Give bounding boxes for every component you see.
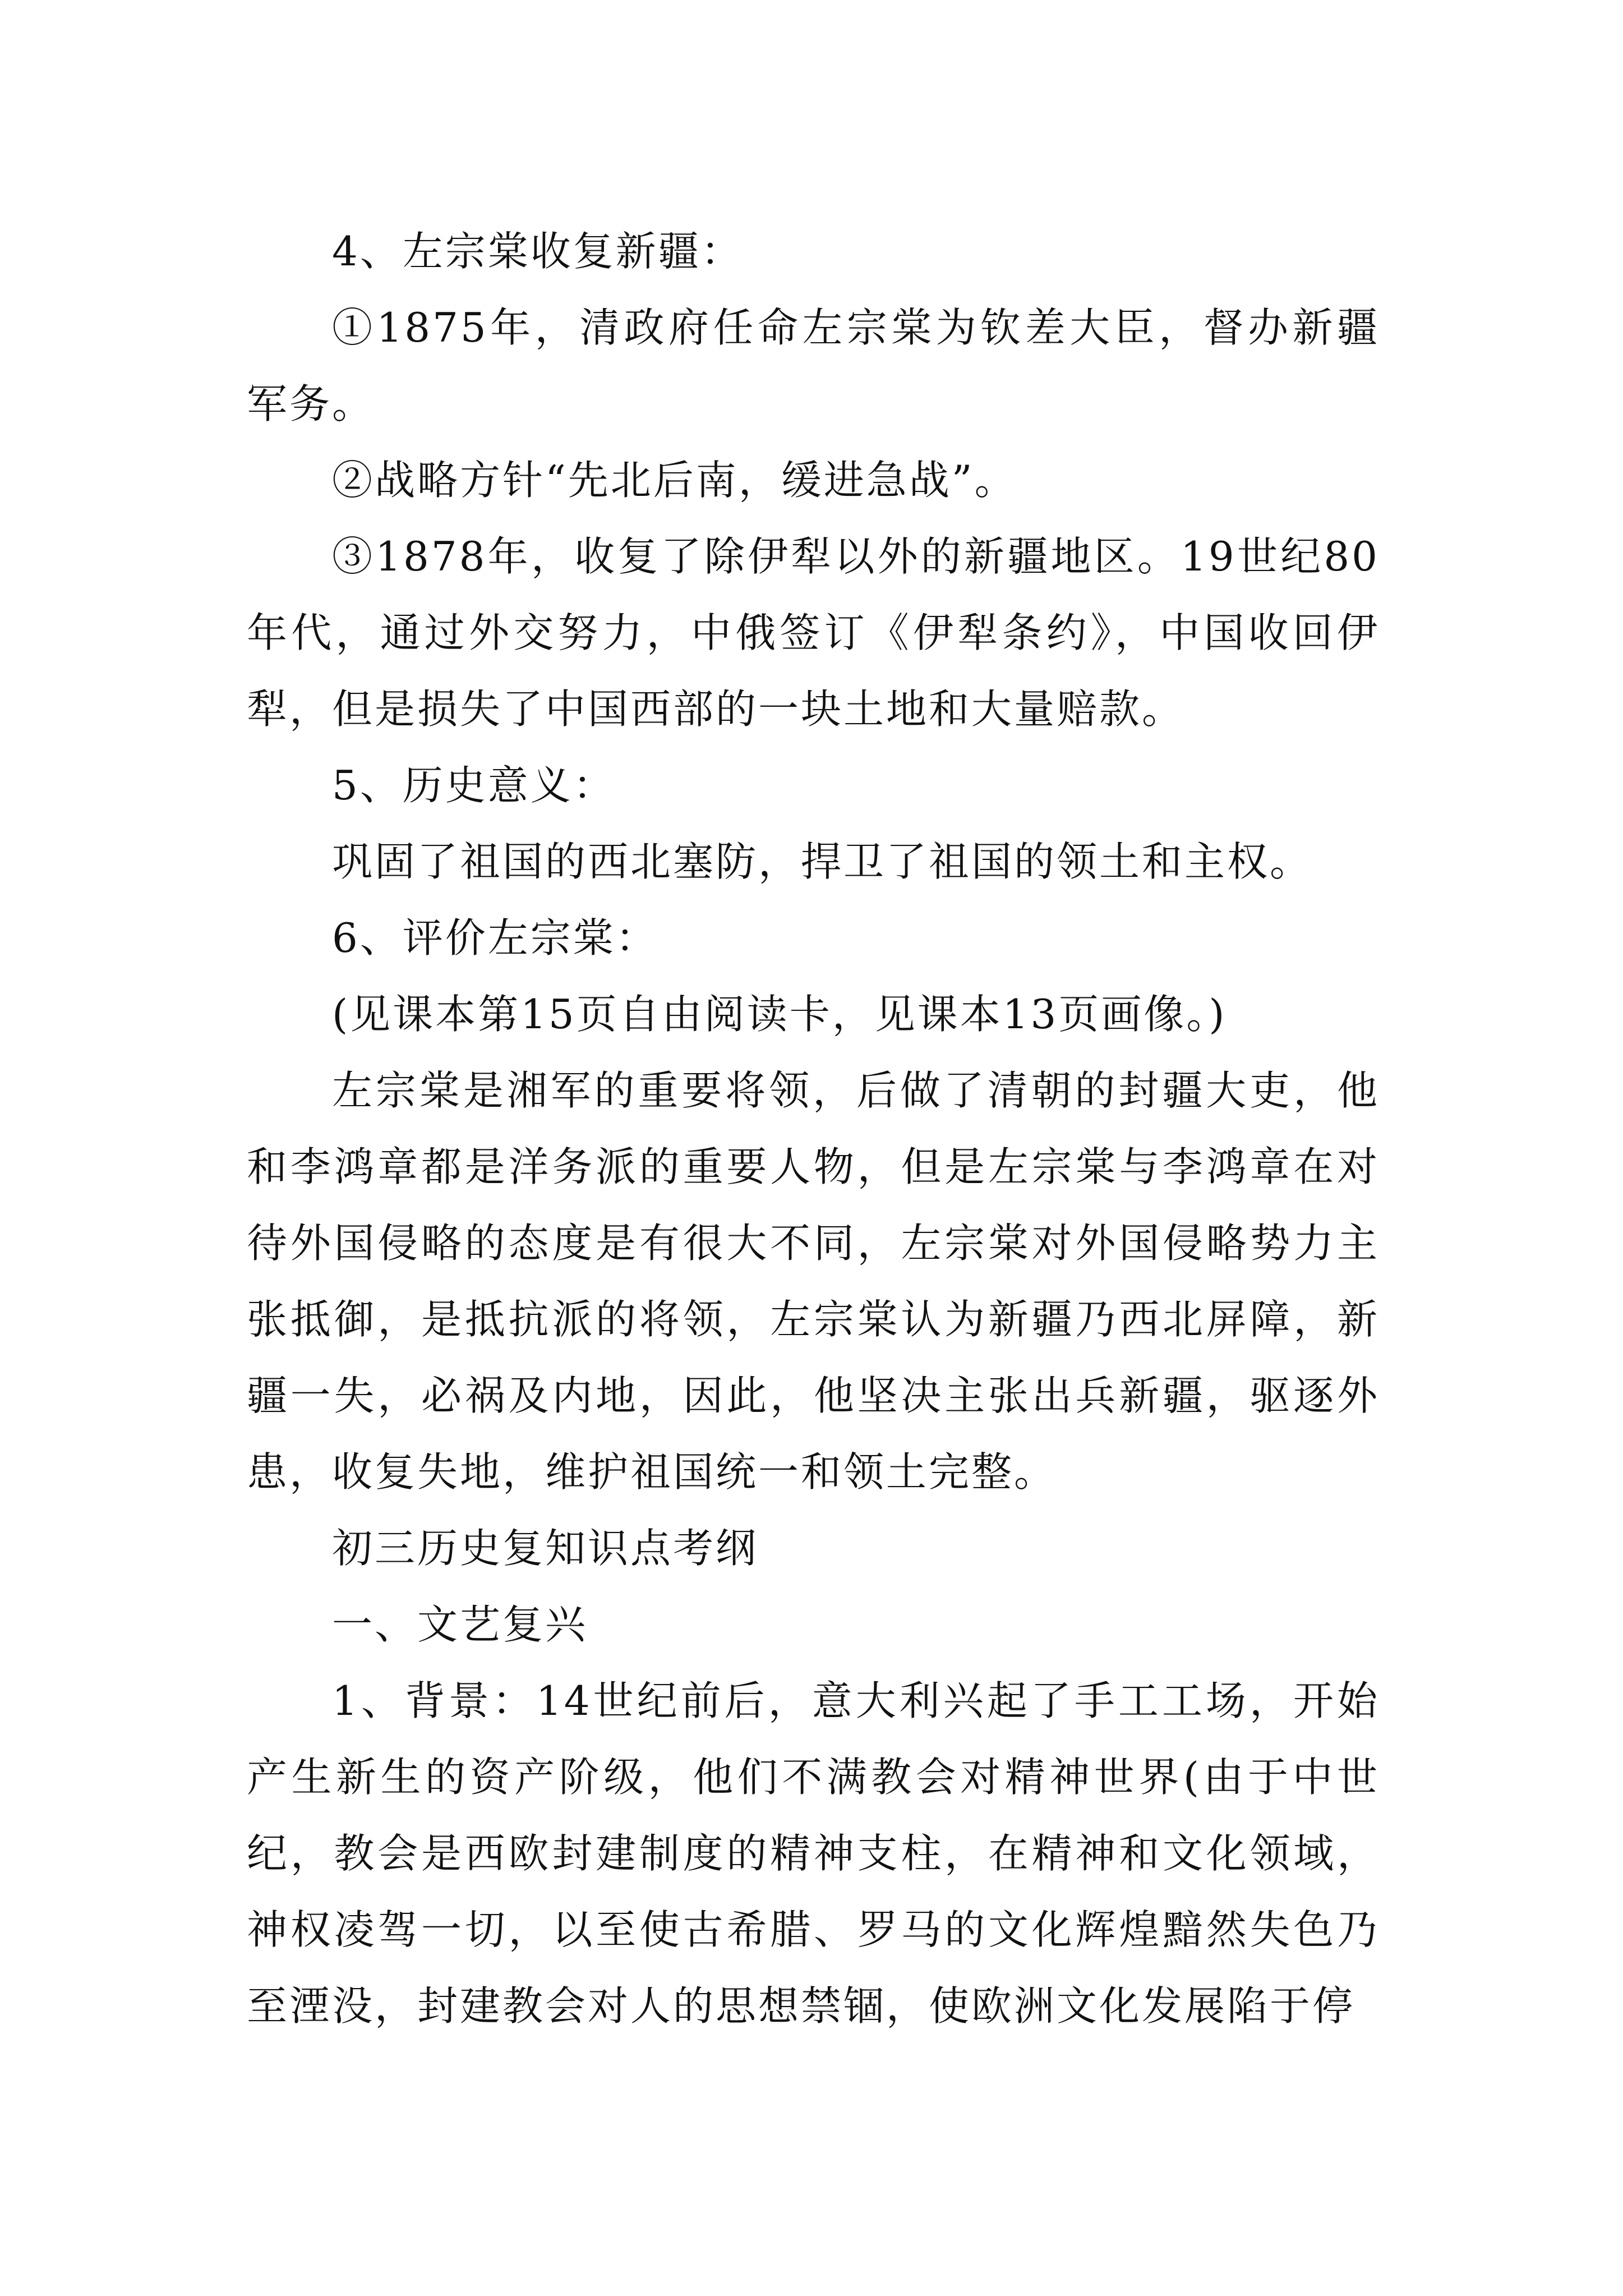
paragraph-item-3: ③1878年，收复了除伊犁以外的新疆地区。19世纪80年代，通过外交努力，中俄签订《伊犁条约》，中国收回伊犁，但是损失了中国西部的一块土地和大量赔款。 xyxy=(247,533,1380,733)
paragraph-heading-4: 4、左宗棠收复新疆： xyxy=(332,228,744,275)
paragraph-item-1: ①1875年，清政府任命左宗棠为钦差大臣，督办新疆军务。 xyxy=(247,304,1380,427)
paragraph-evaluation: 左宗棠是湘军的重要将领，后做了清朝的封疆大吏，他和李鸿章都是洋务派的重要人物，但是左宗棠与李鸿章在对待外国侵略的态度是有很大不同，左宗棠对外国侵略势力主张抵御，是抵抗派的将领，左宗棠认为新疆乃西北屏障，新疆一失，必祸及内地，因此，他坚决主张出兵新疆，驱逐外患，收复失地，维护祖国统一和领土完整。 xyxy=(247,1067,1380,1496)
paragraph-heading-5: 5、历史意义： xyxy=(332,762,616,809)
subsection-title: 一、文艺复兴 xyxy=(332,1601,588,1648)
paragraph-heading-6: 6、评价左宗棠： xyxy=(332,914,658,961)
document-body xyxy=(247,213,1380,2044)
paragraph-item-2: ②战略方针“先北后南，缓进急战”。 xyxy=(332,457,1017,504)
paragraph-significance: 巩固了祖国的西北塞防，捍卫了祖国的领土和主权。 xyxy=(332,838,1313,885)
section-title: 初三历史复知识点考纲 xyxy=(332,1525,759,1572)
paragraph-reference-note: (见课本第15页自由阅读卡，见课本13页画像。) xyxy=(332,991,1227,1038)
paragraph-background: 1、背景：14世纪前后，意大利兴起了手工工场，开始产生新生的资产阶级，他们不满教会对精神世界(由于中世纪，教会是西欧封建制度的精神支柱，在精神和文化领域，神权凌驾一切，以至使古希腊、罗马的文化辉煌黯然失色乃至湮没，封建教会对人的思想禁锢，使欧洲文化发展陷于停 xyxy=(247,1677,1380,2030)
